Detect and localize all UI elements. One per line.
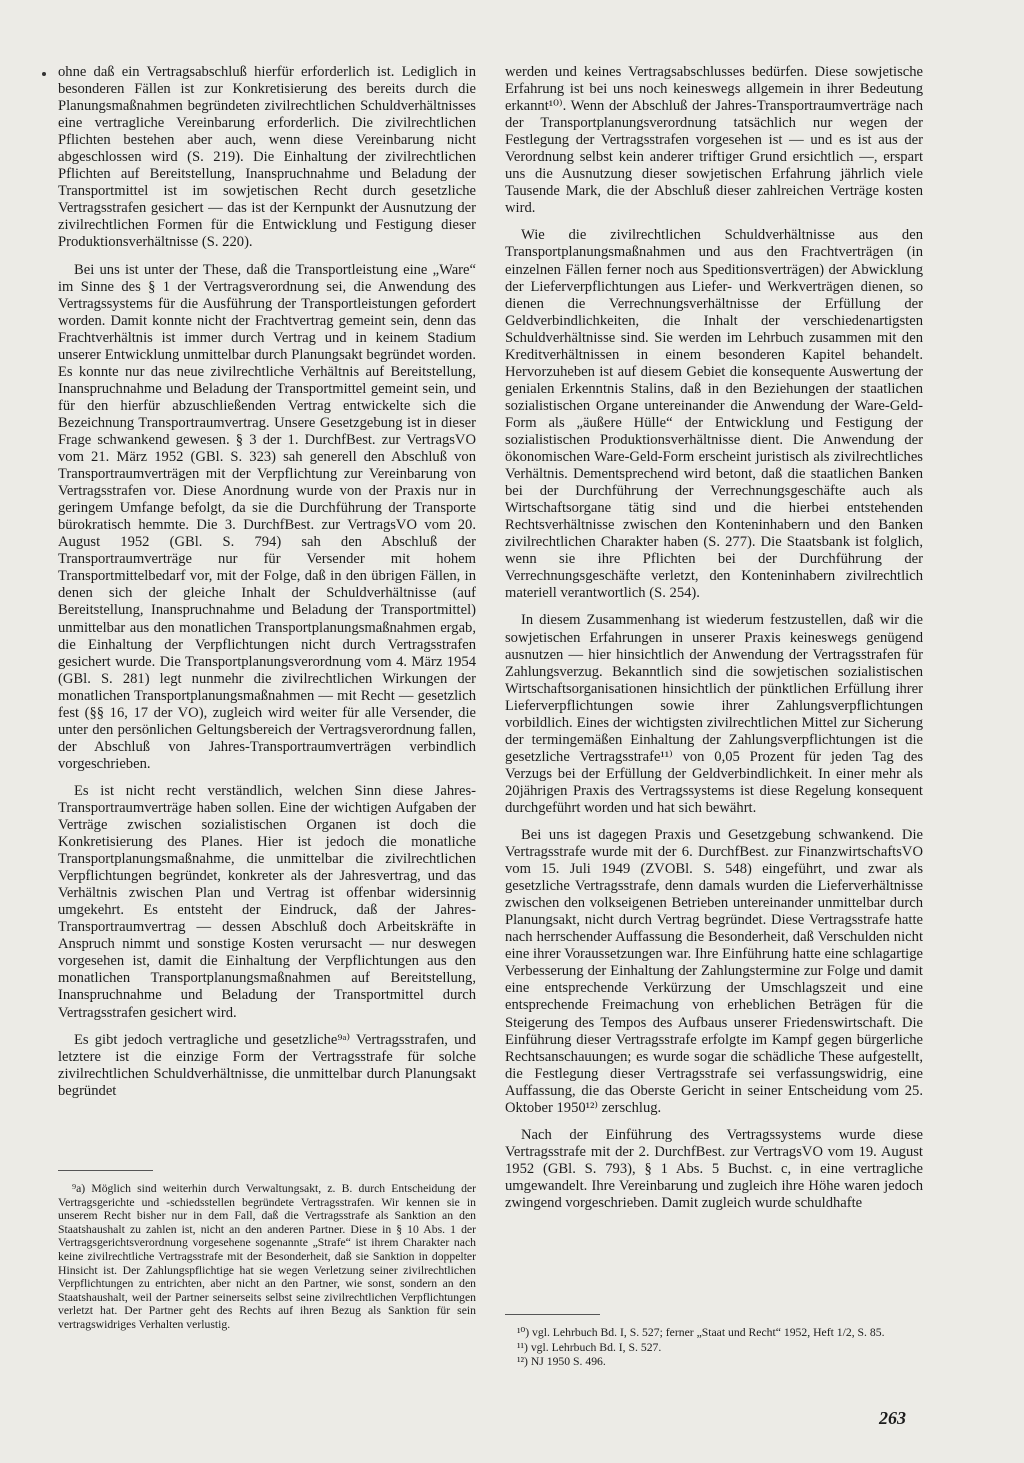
paragraph: ohne daß ein Vertragsabschluß hierfür erforderlich ist. Lediglich in besonderen Fällen ist zur Konkretisierung des bereits durch die Planungsmaßnahmen begründeten zivilrechtlichen Schuldverhältnisses eine vertragliche Vereinbarung erforderlich. Die zivilrechtlichen Pflichten bestehen aber auch, wenn diese Vereinbarung nicht abgeschlossen wird (S. 219). Die Einhaltung der zivilrechtlichen Pflichten auf Bereitstellung, Inanspruchnahme und Beladung der Transportmittel ist im sowjetischen Recht durch gesetzliche Vertragsstrafen gesichert — das ist der Kernpunkt der Ausnutzung der zivilrechtlichen Formen für die Entwicklung und Festigung dieser Produktionsverhältnisse (S. 220). xyxy=(58,64,476,251)
footnote-divider xyxy=(58,1170,153,1171)
paragraph: Bei uns ist unter der These, daß die Transportleistung eine „Ware“ im Sinne des § 1 der Vertragsverordnung sei, die Anwendung des Vertragssystems für die Ausführung der Transportleistungen gefordert worden. Damit konnte nicht der Frachtvertrag gemeint sein, denn das Frachtverhältnis ist immer durch Vertrag und in keinem Stadium unserer Entwicklung unmittelbar durch Planungsakt begründet worden. Es konnte nur das neue zivilrechtliche Verhältnis auf Bereitstellung, Inanspruchnahme und Beladung der Transportmittel gemeint sein, und für den hierfür abzuschließenden Vertrag entwickelte sich die Bezeichnung Transportraumvertrag. Unsere Gesetzgebung ist in dieser Frage schwankend gewesen. § 3 der 1. DurchfBest. zur VertragsVO vom 21. März 1952 (GBl. S. 323) sah generell den Abschluß von Transportraumverträgen mit der Verpflichtung zur Vereinbarung von Vertragsstrafen vor. Diese Anordnung wurde von der Praxis nur in geringem Umfange befolgt, da sie die Durchführung der Transporte bürokratisch hemmte. Die 3. DurchfBest. zur VertragsVO vom 20. August 1952 (GBl. S. 794) sah den Abschluß der Transportraumverträge nur für Versender mit hohem Transportmittelbedarf vor, mit der Folge, daß in den übrigen Fällen, in denen sich der gleiche Inhalt der Schuldverhältnisse (auf Bereitstellung, Inanspruchnahme und Beladung der Transportmittel) unmittelbar aus den monatlichen Transportplanungsmaßnahmen ergab, die Einhaltung der Verpflichtungen nicht durch Vertragsstrafen gesichert wurde. Die Transportplanungsverordnung vom 4. März 1954 (GBl. S. 281) legt nunmehr die zivilrechtlichen Wirkungen der monatlichen Transportplanungsmaßnahmen — mit Recht — gesetzlich fest (§§ 16, 17 der VO), zugleich wird weiter für alle Versender, die unter den persönlichen Geltungsbereich der Vertragsverordnung fallen, der Abschluß von Jahres-Transportraumverträgen verbindlich vorgeschrieben. xyxy=(58,261,476,772)
footnotes-left xyxy=(58,1182,476,1333)
paragraph: werden und keines Vertragsabschlusses bedürfen. Diese sowjetische Erfahrung ist bei uns noch keineswegs allgemein in ihrer Bedeutung erkannt¹⁰⁾. Wenn der Abschluß der Jahres-Transportraumverträge nach der Transportplanungsverordnung tatsächlich nur wegen der Festlegung der Vertragsstrafen vorgesehen ist — und es ist aus der Verordnung selbst kein anderer triftiger Grund ersichtlich —, erspart uns die Ausnutzung dieser sowjetischen Erfahrung jährlich viele Tausende Mark, die der Abschluß dieser zahlreichen Verträge kosten wird. xyxy=(505,64,923,217)
paragraph: Es ist nicht recht verständlich, welchen Sinn diese Jahres-Transportraumverträge haben sollen. Eine der wichtigen Aufgaben der Verträge zwischen sozialistischen Organen ist doch die Konkretisierung des Planes. Hier ist jedoch die monatliche Transportplanungsmaßnahme, die unmittelbar die zivilrechtlichen Verpflichtungen begründet, konkreter als der Jahresvertrag, und das Verhältnis zwischen Plan und Vertrag ist offenbar widersinnig umgekehrt. Es entsteht der Eindruck, daß der Jahres-Transportraumvertrag — dessen Abschluß doch Arbeitskräfte in Anspruch nimmt und sonstige Kosten verursacht — nur deswegen vorgesehen ist, damit die Einhaltung der Verpflichtungen aus den monatlichen Transportplanungsmaßnahmen auf Bereitstellung, Inanspruchnahme und Beladung der Transportmittel durch Vertragsstrafen gesichert wird. xyxy=(58,782,476,1021)
footnote: ¹²) NJ 1950 S. 496. xyxy=(517,1355,606,1369)
margin-mark xyxy=(42,72,46,76)
left-column xyxy=(58,64,476,1110)
page-number: 263 xyxy=(879,1408,906,1428)
footnote: ⁹a) Möglich sind weiterhin durch Verwaltungsakt, z. B. durch Entscheidung der Vertragsgerichte und -schiedsstellen begründete Vertragsstrafen. Wir kennen sie in unserem Recht bisher nur in dem Fall, daß die Vertragsstrafe als Sanktion an den Staatshaushalt zu zahlen ist, nicht an den anderen Partner. Diese in § 10 Abs. 1 der Vertragsgerichtsverordnung vorgesehene sogenannte „Strafe“ ist ihrem Charakter nach keine zivilrechtliche Vertragsstrafe mit der Besonderheit, daß sie Sanktion in doppelter Hinsicht ist. Der Zahlungspflichtige hat sie wegen Verletzung seiner zivilrechtlichen Verpflichtungen zu entrichten, aber nicht an den Partner, wie sonst, sondern an den Staatshaushalt, weil der Partner seinerseits selbst seine zivilrechtlichen Verpflichtungen verletzt hat. Der Partner geht des Rechts auf ihren Bezug als Sanktion für sein vertragswidriges Verhalten verlustig. xyxy=(58,1182,476,1331)
footnote: ¹⁰) vgl. Lehrbuch Bd. I, S. 527; ferner „Staat und Recht“ 1952, Heft 1/2, S. 85. xyxy=(517,1326,885,1339)
paragraph: Nach der Einführung des Vertragssystems wurde diese Vertragsstrafe mit der 2. DurchfBest. zur VertragsVO vom 19. August 1952 (GBl. S. 793), § 1 Abs. 5 Buchst. c, in eine vertragliche umgewandelt. Ihre Vereinbarung und zugleich ihre Höhe waren jedoch zwingend vorgeschrieben. Damit zugleich wurde schuldhafte xyxy=(505,1126,923,1211)
right-column xyxy=(505,64,923,1222)
paragraph: Es gibt jedoch vertragliche und gesetzliche⁹ᵃ⁾ Vertragsstrafen, und letztere ist die einzige Form der Vertragsstrafe für solche zivilrechtlichen Schuldverhältnisse, die unmittelbar durch Planungsakt begründet xyxy=(58,1031,476,1099)
paragraph: Bei uns ist dagegen Praxis und Gesetzgebung schwankend. Die Vertragsstrafe wurde mit der 6. DurchfBest. zur FinanzwirtschaftsVO vom 15. Juli 1949 (ZVOBl. S. 548) eingeführt, und zwar als gesetzliche Vertragsstrafe, denn damals wurden die Lieferverhältnisse zwischen den volkseigenen Betrieben untereinander unmittelbar durch Planungsakt, nicht durch Vertrag begründet. Diese Vertragsstrafe hatte nach herrschender Auffassung die Besonderheit, daß Verschulden nicht eine ihrer Voraussetzungen war. Ihre Einführung hatte eine schlagartige Verbesserung der Einhaltung der Zahlungstermine zur Folge und damit eine entsprechende Verkürzung der Umschlagszeit und eine entsprechende Freimachung von erheblichen Beträgen für die Steigerung des Tempos des Aufbaus unserer Friedenswirtschaft. Die Einführung dieser Vertragsstrafe erfolgte im Kampf gegen bürgerliche Rechtsanschauungen; es wurde sogar die schädliche These aufgestellt, die Festlegung dieser Vertragsstrafe sei verfassungswidrig, eine Auffassung, die das Oberste Gericht in seiner Entscheidung vom 25. Oktober 1950¹²⁾ zerschlug. xyxy=(505,827,923,1116)
footnotes-right xyxy=(505,1326,923,1370)
paragraph: Wie die zivilrechtlichen Schuldverhältnisse aus den Transportplanungsmaßnahmen und aus den Frachtverträgen (in einzelnen Fällen ferner noch aus Speditionsverträgen) der Abwicklung der Lieferverpflichtungen aus Liefer- und Werkverträgen dienen, so dienen die Verrechnungsverhältnisse der Erfüllung der Geldverbindlichkeiten, die Inhalt der verschiedenartigsten Schuldverhältnisse sind. Sie werden im Lehrbuch zusammen mit den Kreditverhältnissen in einem besonderen Kapitel behandelt. Hervorzuheben ist auf diesem Gebiet die konsequente Auswertung der genialen Erkenntnis Stalins, daß in den Beziehungen der staatlichen sozialistischen Organe untereinander die Anwendung der Ware-Geld-Form als „äußere Hülle“ der Entwicklung und Festigung der sozialistischen Produktionsverhältnisse dient. Die Anwendung der ökonomischen Ware-Geld-Form erscheint juristisch als zivilrechtliches Verhältnis. Dementsprechend wird betont, daß die staatlichen Banken bei der Durchführung der Verrechnungsgeschäfte auch als Wirtschaftsorgane tätig sind und die hierbei entstehenden Rechtsverhältnisse zwischen den Konteninhabern und den Banken zivilrechtlichen Charakter haben (S. 277). Die Staatsbank ist folglich, wenn sie ihre Pflichten bei der Durchführung der Verrechnungsgeschäfte verletzt, den Konteninhabern zivilrechtlich materiell verantwortlich (S. 254). xyxy=(505,227,923,602)
footnote: ¹¹) vgl. Lehrbuch Bd. I, S. 527. xyxy=(517,1340,662,1354)
paragraph: In diesem Zusammenhang ist wiederum festzustellen, daß wir die sowjetischen Erfahrungen in unserer Praxis keineswegs genügend ausnutzen — hier hinsichtlich der Anwendung der Vertragsstrafen für Zahlungsverzug. Bekanntlich sind die sowjetischen sozialistischen Wirtschaftsorganisationen hinsichtlich der pünktlichen Erfüllung ihrer Lieferverpflichtungen sowie ihrer Zahlungsverpflichtungen vorbildlich. Eines der wichtigsten zivilrechtlichen Mittel zur Sicherung der termingemäßen Einhaltung der Zahlungsverpflichtungen ist die gesetzliche Vertragsstrafe¹¹⁾ von 0,05 Prozent für jeden Tag des Verzugs bei der Erfüllung der Geldverbindlichkeit. In einer mehr als 20jährigen Praxis des Vertragssystems ist diese Regelung konsequent durchgeführt worden und hat sich bewährt. xyxy=(505,612,923,816)
footnote-divider xyxy=(505,1314,600,1315)
